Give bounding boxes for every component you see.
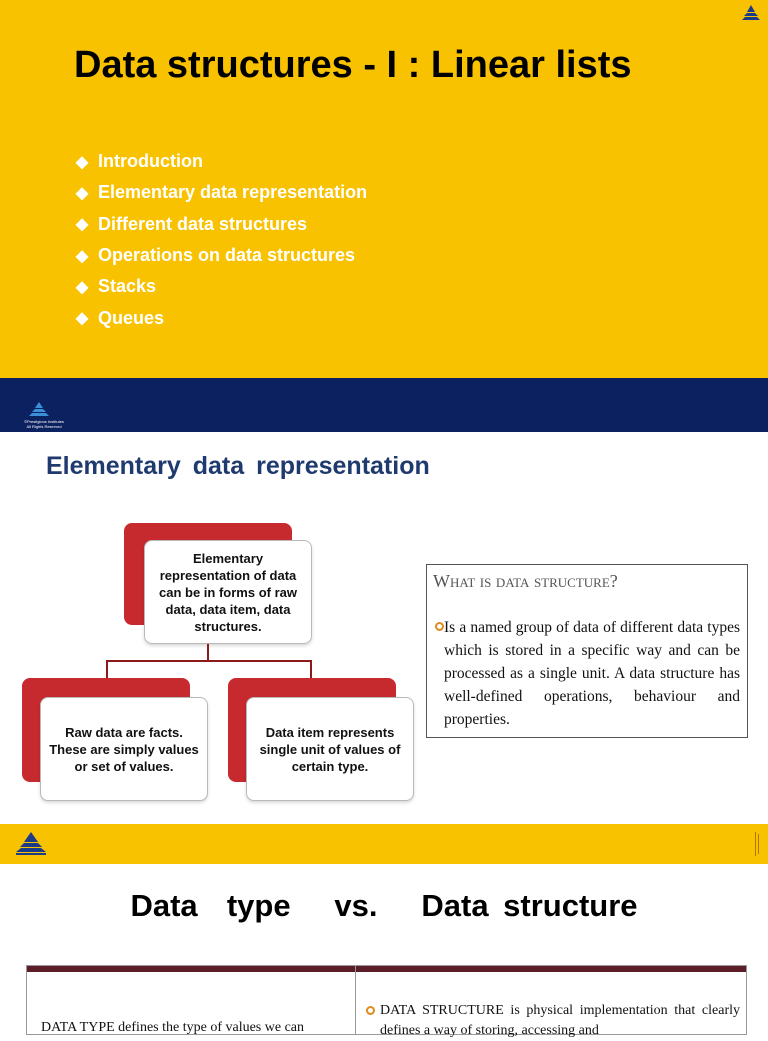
circle-bullet-icon <box>435 622 444 631</box>
left-box-text: Raw data are facts. These are simply values or set of values. <box>49 724 199 774</box>
definition-heading: What is data structure? <box>433 571 618 591</box>
institute-logo-icon <box>14 828 48 856</box>
connector-line <box>207 644 209 661</box>
list-item-label: Stacks <box>98 276 157 297</box>
list-item <box>74 302 367 333</box>
data-structure-panel <box>355 965 747 1038</box>
topic-list <box>74 146 367 334</box>
diamond-bullet-icon: ◆ <box>75 153 89 171</box>
connector-line <box>106 660 108 678</box>
circle-bullet-icon <box>366 1006 375 1015</box>
list-item-label: Introduction <box>98 151 203 172</box>
list-item <box>74 177 367 208</box>
slide-title: Data type vs. Data structure <box>130 888 638 923</box>
diamond-bullet-icon: ◆ <box>75 184 89 202</box>
slide-footer <box>0 824 768 864</box>
panel-header-bar <box>356 966 746 972</box>
data-type-panel <box>26 965 356 1035</box>
copyright-text: ©Prestigious Institutes All Rights Reserved <box>24 419 64 429</box>
slide-1 <box>0 0 768 432</box>
diamond-bullet-icon: ◆ <box>75 310 89 328</box>
slide-title: Elementary data representation <box>46 452 430 480</box>
list-item-label: Operations on data structures <box>98 245 356 266</box>
connector-line <box>106 660 312 662</box>
diamond-bullet-icon: ◆ <box>75 278 89 296</box>
list-item-label: Queues <box>98 307 165 328</box>
panel-header-bar <box>27 966 355 972</box>
copyright-mark-icon <box>752 830 762 858</box>
institute-logo-icon <box>740 2 762 22</box>
slide-2 <box>0 432 768 864</box>
list-item <box>74 240 367 271</box>
top-box <box>144 540 312 644</box>
definition-box <box>426 564 748 738</box>
data-structure-text: DATA STRUCTURE is physical implementation that clearly defines a way of storing, accessing and <box>380 1003 740 1038</box>
diamond-bullet-icon: ◆ <box>75 247 89 265</box>
list-item-label: Elementary data representation <box>98 182 368 203</box>
left-box <box>40 697 208 801</box>
diamond-bullet-icon: ◆ <box>75 216 89 234</box>
data-type-text: DATA TYPE defines the type of values we can <box>41 1020 304 1035</box>
slide-footer <box>0 378 768 432</box>
slide-3 <box>0 864 768 1038</box>
connector-line <box>310 660 312 678</box>
right-box <box>246 697 414 801</box>
slide-title: Data structures - I : Linear lists <box>74 44 632 86</box>
list-item <box>74 146 367 177</box>
top-box-text: Elementary representation of data can be in forms of raw data, data item, data structures. <box>159 550 297 634</box>
definition-text: Is a named group of data of different data types which is stored in a specific way and can be processed as a single unit. A data structure has well-defined operations, behaviour and properties. <box>444 619 740 728</box>
institute-logo-icon <box>28 400 50 418</box>
list-item <box>74 209 367 240</box>
right-box-text: Data item represents single unit of values of certain type. <box>259 724 401 774</box>
list-item <box>74 271 367 302</box>
list-item-label: Different data structures <box>98 213 308 234</box>
